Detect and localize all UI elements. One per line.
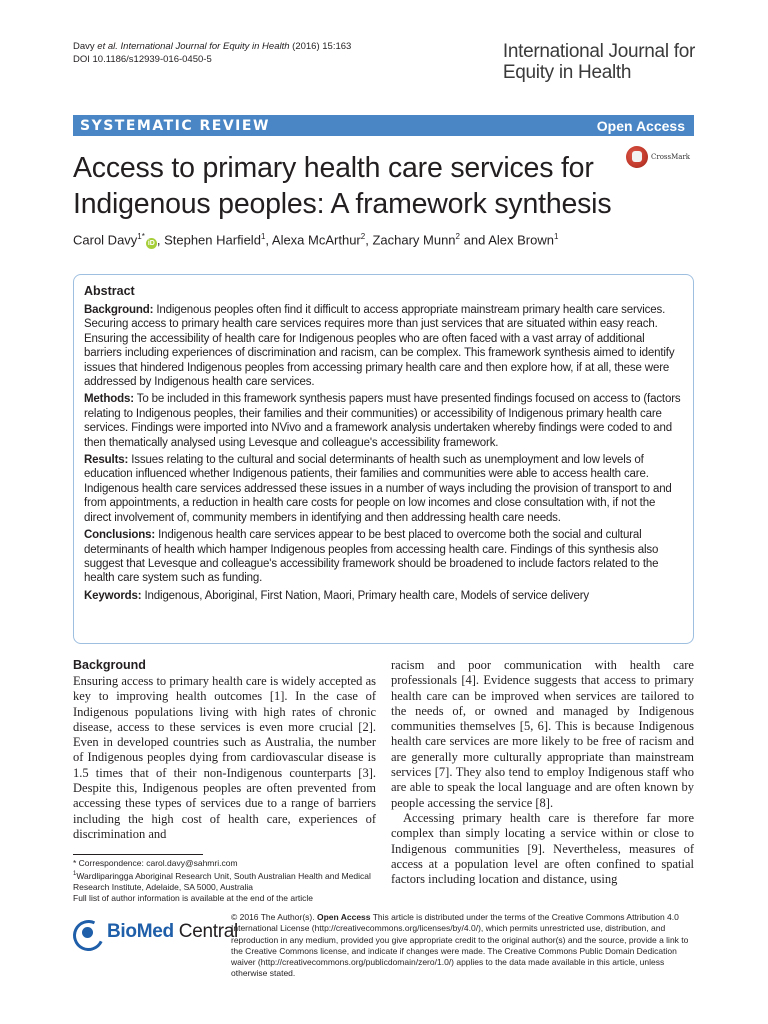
abstract-conclusions-text: Indigenous health care services appear to be best placed to overcome both the social and cultural determinants of health which hamper Indigenous peoples from accessing health care. Findings of this synthesis also suggest that Levesque and colleague's accessibility framework should be broadened to include factors related to the health care system such as funding. (84, 529, 659, 585)
journal-name-line2: Equity in Health (502, 62, 632, 83)
body-paragraph: Ensuring access to primary health care is widely accepted as key to improving health outcomes [1]. In the case of Indigenous populations living with high rates of chronic disease, access to these services is even more crucial [2]. Even in developed countries such as Australia, the number of Indigenous peoples dying from cardiovascular disease is 1.5 times that of their non-Indigenous counterparts [3]. Despite this, Indigenous peoples are often prevented from accessing these types of services due to a range of barriers including the high cost of health care, experiences of discrimination and (73, 674, 376, 841)
abstract-background-label: Background: (84, 304, 154, 316)
author-name[interactable]: Carol Davy (73, 232, 138, 248)
open-access-label: Open Access (596, 117, 685, 134)
citation-line (73, 40, 351, 53)
abstract-keywords (84, 589, 683, 603)
author-affiliation-sup: 1* (137, 232, 145, 241)
author-affiliation-sup: 1 (553, 232, 559, 241)
author-affiliation-sup: 2 (455, 232, 460, 241)
crossmark-label: CrossMark (651, 153, 691, 161)
body-paragraph: Accessing primary health care is therefore far more complex than simply locating a service within or close to Indigenous communities [9]. Nevertheless, measures of access at a population level are often confined to spatial factors including location and distance, using (391, 810, 694, 887)
publisher-name-regular: Central (173, 921, 238, 942)
author-name[interactable]: and Alex Brown (460, 232, 554, 248)
abstract-background (84, 303, 683, 389)
abstract-methods (84, 392, 683, 450)
abstract-box (73, 274, 694, 644)
author-affiliation-sup: 2 (360, 232, 366, 241)
license-notice (231, 912, 696, 980)
publisher-name (107, 921, 238, 943)
publisher-name-bold: BioMed (107, 921, 174, 942)
author-affiliation-sup: 1 (260, 232, 266, 241)
citation-journal: et al. International Journal for Equity in Health (97, 41, 290, 52)
citation-authors: Davy (73, 41, 98, 52)
orcid-icon[interactable]: iD (147, 240, 155, 248)
affiliation-text: Wardliparingga Aboriginal Research Unit, South Australian Health and Medical Research Institute, Adelaide, SA 5000, Australia (73, 871, 371, 893)
abstract-conclusions-label: Conclusions: (84, 529, 156, 542)
abstract-conclusions (84, 528, 683, 586)
abstract-methods-label: Methods: (84, 393, 134, 406)
journal-name-line1: International Journal for (502, 41, 695, 62)
footnote-divider (73, 854, 203, 855)
author-info-note: Full list of author information is available at the end of the article (73, 893, 314, 904)
license-text: This article is distributed under the terms of the Creative Commons Attribution 4.0 International License (http://creativecommons.org/licenses/by/4.0/), which permits unrestricted use, distribution, and reproduction in any medium, provided you give appropriate credit to the original author(s) and the source, provide a link to the Creative Commons license, and indicate if changes were made. The Creative Commons Public Domain Dedication waiver (http://creativecommons.org/publicdomain/zero/1.0/) applies to the data made available in this article, unless otherwise stated. (231, 912, 689, 979)
license-open-access: Open Access (316, 912, 371, 922)
author-name[interactable]: , Alexa McArthur (265, 232, 361, 248)
article-type: SYSTEMATIC REVIEW (80, 117, 270, 134)
author-name[interactable]: , Zachary Munn (365, 232, 456, 248)
license-copyright: © 2016 The Author(s). (231, 912, 317, 922)
article-title: Access to primary health care services for Indigenous peoples: A framework synthesis (73, 152, 612, 220)
abstract-background-text: Indigenous peoples often find it difficult to access appropriate mainstream primary health care services. Securing access to primary health care services requires more than just services that are situated within easy reach. Ensuring the accessibility of health care for Indigenous peoples who are often faced with a vast array of additional barriers including experiences of discrimination and racism, can be complex. This framework synthesis aimed to identify issues that hindered Indigenous peoples from accessing primary health care and then explore how, if at all, these were addressed by Indigenous health care services. (84, 304, 675, 389)
abstract-keywords-label: Keywords: (84, 589, 142, 602)
biomed-central-logo-icon (73, 917, 103, 947)
abstract-results-label: Results: (84, 454, 129, 467)
article-type-banner (73, 115, 694, 136)
crossmark-badge[interactable] (626, 146, 690, 168)
abstract-results (84, 453, 683, 525)
citation-header (73, 40, 351, 66)
crossmark-icon (626, 146, 648, 168)
journal-name (503, 41, 695, 83)
body-paragraph: racism and poor communication with health care professionals [4]. Evidence suggests that access to primary health care can be improved when services are tailored to the needs of, or owned and managed by Indigenous communities themselves [5, 6]. This is because Indigenous health care services are more likely to be free of racism and are generally more culturally appropriate than mainstream services [7]. They also tend to employ Indigenous staff who are able to speak the local language and are often known by people accessing the service [8]. (391, 658, 694, 810)
abstract-results-text: Issues relating to the cultural and social determinants of health such as unemployment and low levels of education influenced whether Indigenous patients, their families and communities were able to access health care. Indigenous health care services addressed these issues in a number of ways including the provision of transport to and from appointments, a reduction in health care costs for people on low incomes and close consultation with, if not the direct involvement of, community members in identifying and then addressing health care needs. (84, 454, 672, 524)
body-column-right (391, 658, 694, 887)
body-column-left (73, 658, 376, 842)
section-heading-background: Background (73, 658, 146, 672)
doi[interactable]: DOI 10.1186/s12939-016-0450-5 (73, 54, 212, 65)
affiliation-note (73, 869, 373, 893)
correspondence-note[interactable]: * Correspondence: carol.davy@sahmri.com (73, 858, 238, 868)
citation-year: (2016) 15:163 (289, 41, 352, 52)
author-name[interactable]: , Stephen Harfield (156, 232, 261, 248)
abstract-methods-text: To be included in this framework synthesis papers must have presented findings focused on access to (factors relating to Indigenous peoples, their families and their communities) or accessibility of Indigenous primary health care services. Findings were imported into NVivo and a framework analysis undertaken whereby findings were coded to and then thematically analysed using Levesque and colleague's accessibility framework. (84, 393, 681, 449)
footnotes (73, 858, 373, 905)
abstract-keywords-text: Indigenous, Aboriginal, First Nation, Maori, Primary health care, Models of service delivery (141, 589, 589, 602)
abstract-heading: Abstract (84, 284, 135, 298)
author-list (73, 232, 558, 249)
affiliation-sup: 1 (73, 871, 77, 878)
biomed-central-logo (73, 917, 238, 947)
